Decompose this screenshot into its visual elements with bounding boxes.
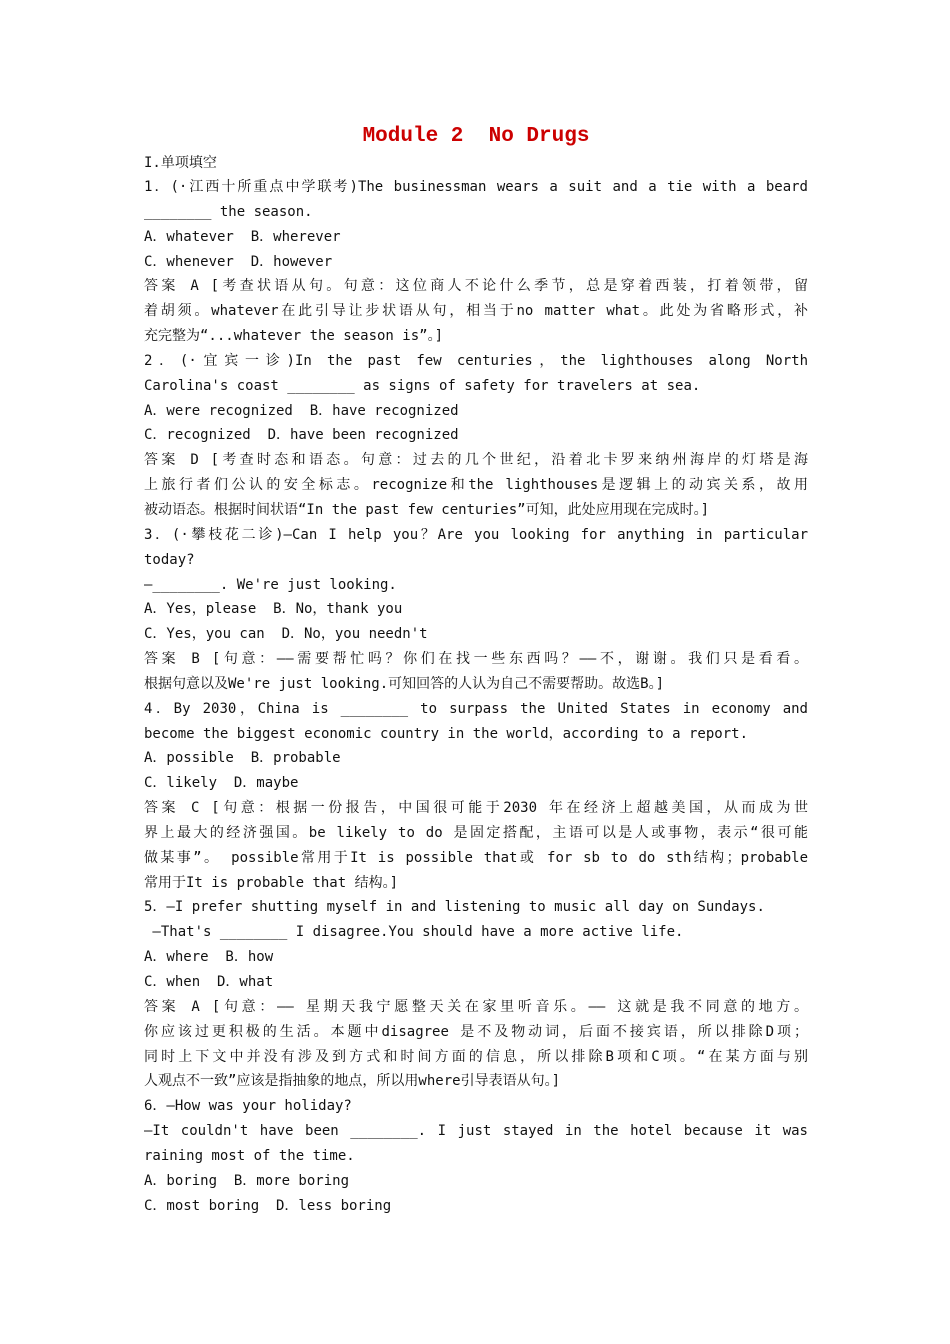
- text-line: 3．(·攀枝花二诊)—Can I help you？Are you looking for anything in particular: [144, 526, 808, 543]
- text-line: 2．(·宜宾一诊)In the past few centuries，the lighthouses along North: [144, 352, 808, 369]
- text-line: 做某事”。 possible常用于It is possible that或 for sb to do sth结构；probable: [144, 849, 808, 866]
- text-line: C．whenever D．however: [144, 253, 333, 270]
- text-line: raining most of the time.: [144, 1147, 355, 1164]
- text-line: —It couldn't have been ________. I just stayed in the hotel because it was: [144, 1123, 808, 1140]
- text-line: C．Yes，you can D．No，you needn't: [144, 626, 428, 643]
- text-line: 上旅行者们公认的安全标志。recognize和the lighthouses是逻辑上的动宾关系，故用: [144, 477, 808, 494]
- text-line: A．were recognized B．have recognized: [144, 402, 459, 419]
- text-line: 人观点不一致”应该是指抽象的地点，所以用where引导表语从句。]: [144, 1073, 560, 1090]
- text-line: 答案 B [句意：——需要帮忙吗？你们在找一些东西吗？——不，谢谢。我们只是看看。: [144, 651, 808, 668]
- text-line: 同时上下文中并没有涉及到方式和时间方面的信息，所以排除B项和C项。“在某方面与别: [144, 1048, 808, 1065]
- text-line: ________ the season.: [144, 203, 313, 220]
- document-body: [144, 175, 808, 1218]
- text-line: Carolina's coast ________ as signs of safety for travelers at sea.: [144, 377, 701, 394]
- text-line: —________. We're just looking.: [144, 576, 397, 593]
- text-line: 充完整为“...whatever the season is”。]: [144, 328, 444, 345]
- text-line: A．where B．how: [144, 949, 274, 966]
- text-line: 界上最大的经济强国。be likely to do 是固定搭配，主语可以是人或事物，表示“很可能: [144, 824, 808, 841]
- text-line: 答案 C [句意：根据一份报告，中国很可能于2030 年在经济上超越美国，从而成为世: [144, 800, 808, 817]
- text-line: C．when D．what: [144, 974, 274, 990]
- text-line: 你应该过更积极的生活。本题中disagree 是不及物动词，后面不接宾语，所以排除D项；: [144, 1023, 808, 1040]
- text-line: A．possible B．probable: [144, 750, 341, 767]
- text-line: A．boring B．more boring: [144, 1172, 350, 1189]
- text-line: A．Yes，please B．No，thank you: [144, 601, 403, 618]
- text-line: A．whatever B．wherever: [144, 228, 341, 245]
- text-line: 被动语态。根据时间状语“In the past few centuries”可知，此处应用现在完成时。]: [144, 501, 710, 518]
- document-page: [144, 123, 808, 1218]
- text-line: become the biggest economic country in the world，according to a report.: [144, 725, 749, 742]
- text-line: 常用于It is probable that 结构。]: [144, 874, 399, 891]
- text-line: 根据句意以及We're just looking.可知回答的人认为自己不需要帮助。故选B。]: [144, 675, 665, 692]
- text-line: today?: [144, 551, 195, 568]
- text-line: —That's ________ I disagree.You should have a more active life.: [144, 924, 684, 941]
- text-line: 着胡须。whatever在此引导让步状语从句，相当于no matter what。此处为省略形式，补: [144, 303, 808, 320]
- text-line: C．likely D．maybe: [144, 775, 299, 792]
- text-line: C．recognized D．have been recognized: [144, 427, 459, 444]
- section-heading: I.单项填空: [144, 155, 217, 171]
- text-line: C．most boring D．less boring: [144, 1197, 392, 1214]
- text-line: 1．(·江西十所重点中学联考)The businessman wears a suit and a tie with a beard: [144, 179, 808, 195]
- document-title: Module 2 No Drugs: [362, 125, 590, 148]
- text-line: 答案 A [考查状语从句。句意：这位商人不论什么季节，总是穿着西装，打着领带，留: [144, 278, 808, 295]
- text-line: 4．By 2030，China is ________ to surpass the United States in economy and: [144, 700, 808, 717]
- text-line: 答案 A [句意：—— 星期天我宁愿整天关在家里听音乐。—— 这就是我不同意的地方。: [144, 998, 808, 1015]
- text-line: 5．—I prefer shutting myself in and listening to music all day on Sundays.: [144, 899, 765, 916]
- text-line: 答案 D [考查时态和语态。句意：过去的几个世纪，沿着北卡罗来纳州海岸的灯塔是海: [144, 452, 808, 469]
- text-line: 6．—How was your holiday?: [144, 1098, 352, 1115]
